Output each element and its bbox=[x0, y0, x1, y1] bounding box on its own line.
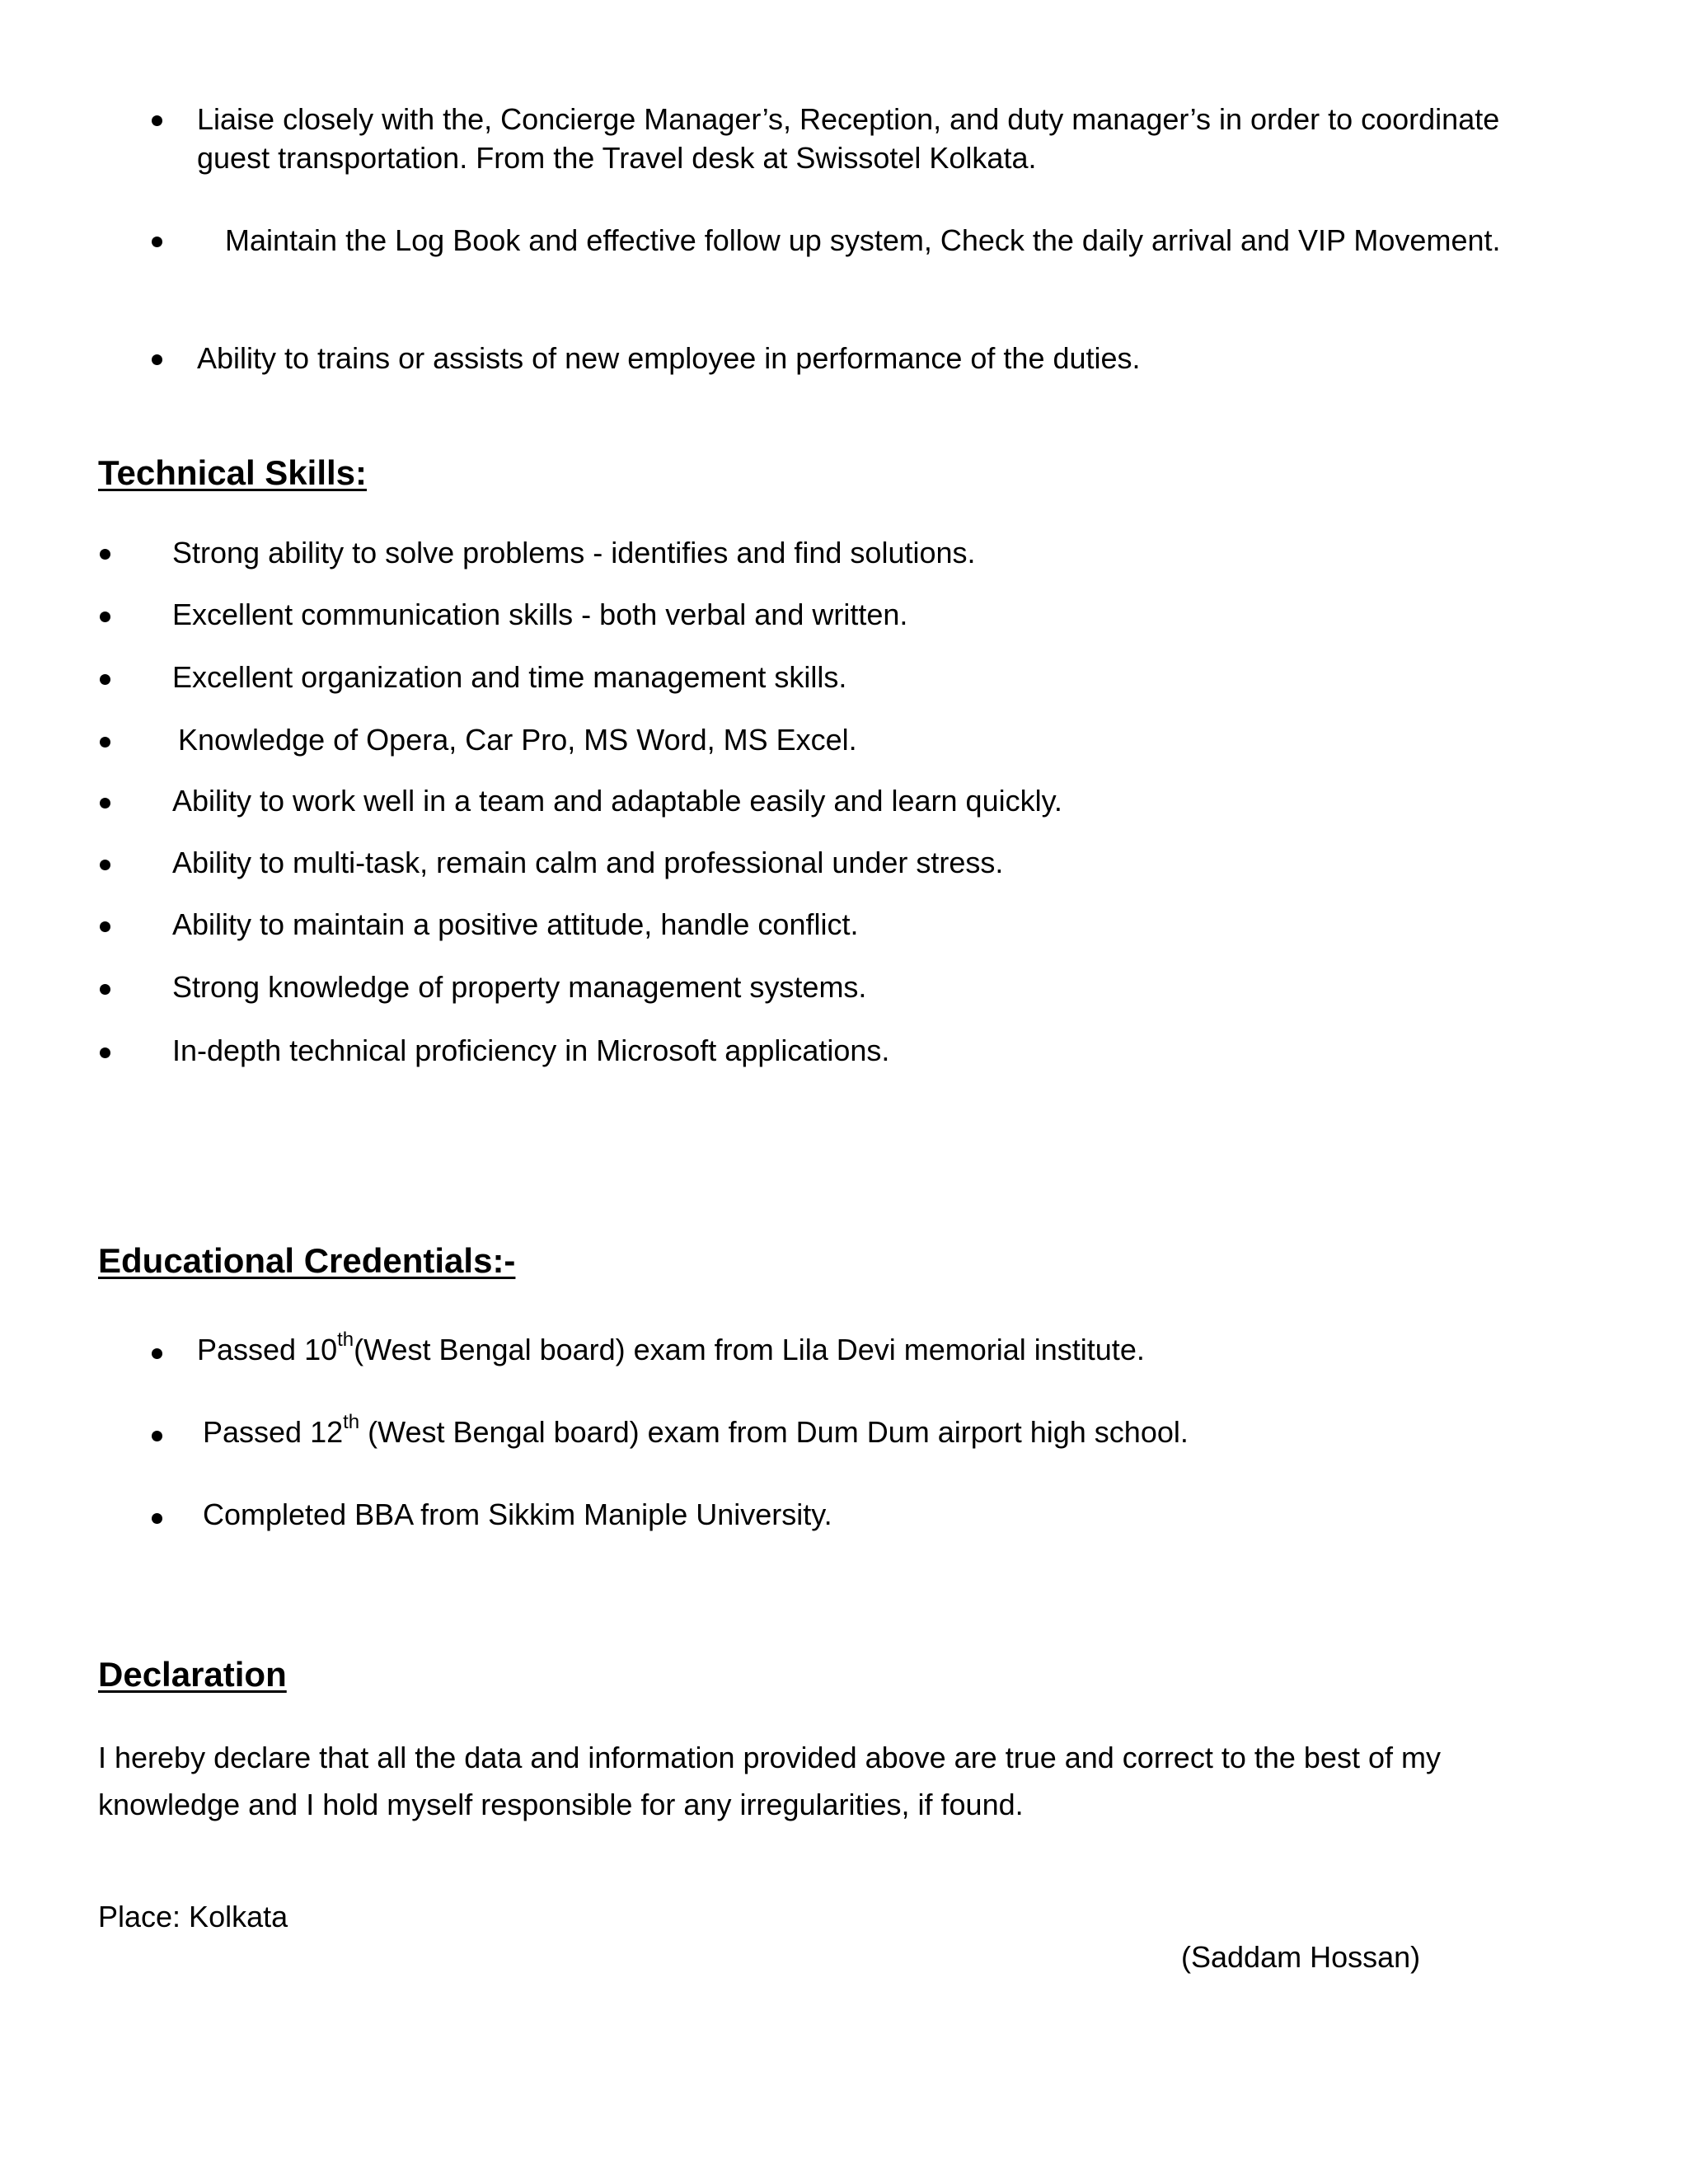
bullet-dot bbox=[100, 674, 110, 685]
experience-bullet-text: Maintain the Log Book and effective follow up system, Check the daily arrival and VIP Movement. bbox=[225, 223, 1501, 257]
experience-bullet-continuation: guest transportation. From the Travel desk at Swissotel Kolkata. bbox=[197, 141, 1037, 175]
bullet-dot bbox=[100, 737, 110, 748]
skill-item: Ability to multi-task, remain calm and professional under stress. bbox=[172, 846, 1004, 879]
declaration-text: knowledge and I hold myself responsible for any irregularities, if found. bbox=[98, 1788, 1024, 1821]
education-heading: Educational Credentials:- bbox=[98, 1241, 516, 1280]
bullet-dot bbox=[100, 921, 110, 932]
education-item-text: (West Bengal board) exam from Lila Devi memorial institute. bbox=[354, 1333, 1145, 1366]
bullet-dot bbox=[152, 115, 162, 126]
skill-item: Strong knowledge of property management systems. bbox=[172, 970, 867, 1004]
education-item-text: Passed 12 bbox=[203, 1415, 344, 1449]
bullet-dot bbox=[100, 612, 110, 622]
bullet-dot bbox=[152, 237, 162, 247]
bullet-dot bbox=[152, 1513, 162, 1524]
skill-item: Knowledge of Opera, Car Pro, MS Word, MS Excel. bbox=[178, 723, 857, 757]
bullet-dot bbox=[100, 860, 110, 870]
skill-item: Strong ability to solve problems - identifies and find solutions. bbox=[172, 536, 976, 569]
signature-name: (Saddam Hossan) bbox=[1181, 1940, 1421, 1974]
place-text: Place: Kolkata bbox=[98, 1900, 288, 1933]
bullet-dot bbox=[152, 1431, 162, 1441]
education-item bbox=[203, 1496, 832, 1534]
bullet-dot bbox=[152, 354, 162, 365]
ordinal-suffix: th bbox=[343, 1411, 360, 1433]
skill-item: Excellent organization and time management skills. bbox=[172, 660, 847, 694]
bullet-dot bbox=[100, 1047, 110, 1058]
ordinal-suffix: th bbox=[337, 1329, 354, 1351]
bullet-dot bbox=[152, 1348, 162, 1359]
bullet-dot bbox=[100, 984, 110, 995]
declaration-heading: Declaration bbox=[98, 1655, 287, 1694]
education-item bbox=[197, 1331, 1145, 1369]
skill-item: In-depth technical proficiency in Microsoft applications. bbox=[172, 1033, 890, 1067]
education-item-text: (West Bengal board) exam from Dum Dum airport high school. bbox=[359, 1415, 1189, 1449]
education-item bbox=[203, 1413, 1189, 1451]
bullet-dot bbox=[100, 798, 110, 808]
experience-bullet-text: Ability to trains or assists of new employee in performance of the duties. bbox=[197, 341, 1141, 375]
skill-item: Ability to work well in a team and adaptable easily and learn quickly. bbox=[172, 784, 1062, 818]
education-item-text: Passed 10 bbox=[197, 1333, 338, 1366]
technical-skills-heading: Technical Skills: bbox=[98, 453, 368, 492]
skill-item: Excellent communication skills - both verbal and written. bbox=[172, 598, 908, 631]
declaration-text: I hereby declare that all the data and information provided above are true and correct to the best of my bbox=[98, 1741, 1441, 1774]
experience-bullet-text: Liaise closely with the, Concierge Manager’s, Reception, and duty manager’s in order to coordinate bbox=[197, 102, 1500, 136]
bullet-dot bbox=[100, 549, 110, 560]
education-item-text: Completed BBA from Sikkim Maniple University. bbox=[203, 1497, 832, 1531]
skill-item: Ability to maintain a positive attitude, handle conflict. bbox=[172, 907, 859, 941]
